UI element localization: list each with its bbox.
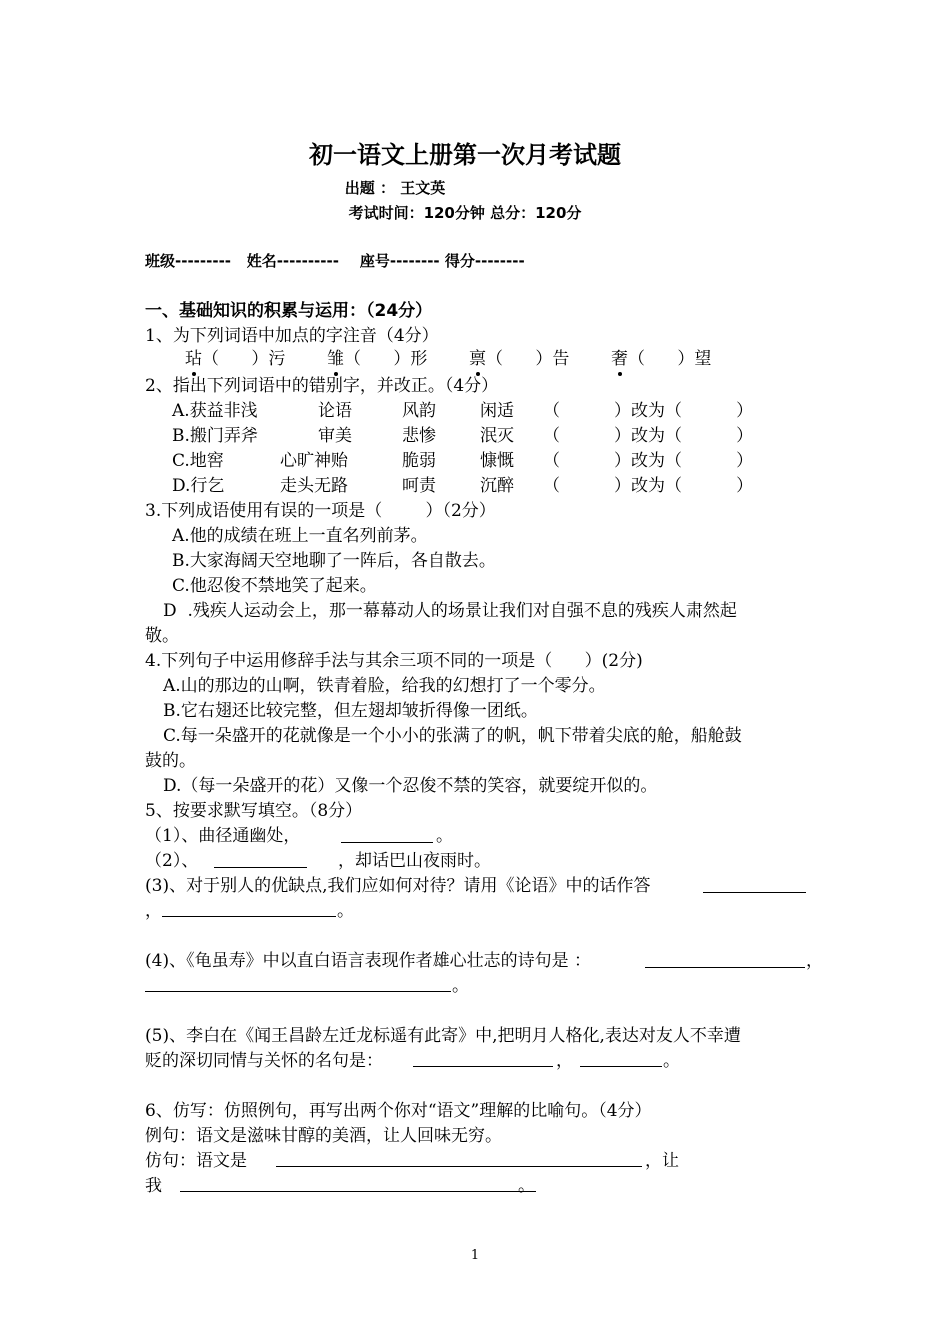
q5-sub1: （1）、曲径通幽处，: [145, 826, 301, 846]
q5-sub3-blank-2[interactable]: [162, 916, 336, 917]
q4-option-b: B.它右翅还比较完整，但左翅却皱折得像一团纸。: [163, 701, 538, 721]
time-line: 考试时间：120分钟 总分：120分: [348, 204, 582, 222]
q3-stem: 3.下列成语使用有误的一项是（ ）（2分）: [145, 501, 496, 521]
q5-sub1-end: 。: [436, 826, 453, 846]
q2-row-c-col3: 脆弱: [402, 451, 436, 471]
q2-row-d-col4: 沉醉: [480, 476, 514, 496]
q2-row-a-answer: （ ）改为（ ）: [543, 401, 754, 421]
q5-sub3-comma: ，: [145, 901, 162, 921]
q2-row-b-col1: B.搬门弄斧: [172, 426, 258, 446]
q3-option-a: A.他的成绩在班上一直名列前茅。: [172, 526, 428, 546]
q6-imitation-blank-1[interactable]: [276, 1166, 642, 1167]
q5-sub3-end: 。: [337, 901, 354, 921]
q5-sub4-blank-1[interactable]: [645, 967, 805, 968]
q5-sub4-end: 。: [452, 976, 469, 996]
q2-row-c-col4: 慷慨: [480, 451, 514, 471]
dotted-char: 禀: [469, 349, 486, 369]
q3-option-d-cont: 敬。: [145, 626, 179, 646]
q6-wo-end: 。: [518, 1176, 535, 1196]
q3-option-c: C.他忍俊不禁地笑了起来。: [172, 576, 377, 596]
q4-option-c: C.每一朵盛开的花就像是一个小小的张满了的帆，帆下带着尖底的舱，船舱鼓: [163, 726, 742, 746]
q5-sub2-text: ，却话巴山夜雨时。: [338, 851, 491, 871]
q4-option-c-cont: 鼓的。: [145, 751, 196, 771]
q2-row-d-col3: 呵责: [402, 476, 436, 496]
q6-stem: 6、仿写：仿照例句，再写出两个你对“语文”理解的比喻句。（4分）: [145, 1101, 652, 1121]
q5-sub5-comma: ，: [556, 1051, 573, 1071]
q2-row-b-col2: 审美: [318, 426, 352, 446]
q5-sub3-blank-1[interactable]: [703, 892, 806, 893]
q5-sub2-prefix: （2）、: [145, 851, 199, 871]
page-number: 1: [470, 1248, 480, 1263]
q2-row-b-col3: 悲惨: [402, 426, 436, 446]
q3-option-d: D .残疾人运动会上，那一幕幕动人的场景让我们对自强不息的残疾人肃然起: [163, 601, 737, 621]
q5-sub2-blank[interactable]: [214, 867, 307, 868]
q5-sub3: (3)、对于别人的优缺点,我们应如何对待？请用《论语》中的话作答: [145, 876, 651, 896]
exam-title: 初一语文上册第一次月考试题: [309, 141, 621, 169]
author-line: 出题 ： 王文英: [344, 179, 446, 197]
q4-stem: 4.下列句子中运用修辞手法与其余三项不同的一项是（ ）(2分): [145, 651, 643, 671]
q5-stem: 5、按要求默写填空。（8分）: [145, 801, 363, 821]
q5-sub5: (5)、李白在《闻王昌龄左迁龙标遥有此寄》中,把明月人格化,表达对友人不幸遭: [145, 1026, 741, 1046]
q5-sub4: (4)、《龟虽寿》中以直白语言表现作者雄心壮志的诗句是 ：: [145, 951, 591, 971]
q6-example: 例句：语文是滋味甘醇的美酒，让人回味无穷。: [145, 1126, 502, 1146]
q1-stem: 1、为下列词语中加点的字注音（4分）: [145, 326, 439, 346]
q2-row-b-answer: （ ）改为（ ）: [543, 426, 754, 446]
q5-sub5-cont: 贬的深切同情与关怀的名句是：: [145, 1051, 383, 1071]
q6-imitation-prefix: 仿句：语文是: [145, 1151, 247, 1171]
q3-option-b: B.大家海阔天空地聊了一阵后，各自散去。: [172, 551, 496, 571]
q2-row-c-col2: 心旷神贻: [280, 451, 348, 471]
q2-row-d-col1: D.行乞: [172, 476, 225, 496]
q2-row-c-col1: C.地窖: [172, 451, 224, 471]
section-1-heading: 一、基础知识的积累与运用：（24分）: [145, 301, 433, 321]
q5-sub5-blank-2[interactable]: [580, 1066, 662, 1067]
dotted-char: 玷: [185, 349, 202, 369]
q2-row-a-col2: 论语: [318, 401, 352, 421]
dotted-char: 奢: [611, 349, 628, 369]
q2-row-d-answer: （ ）改为（ ）: [543, 476, 754, 496]
q5-sub5-blank-1[interactable]: [413, 1066, 553, 1067]
q2-row-c-answer: （ ）改为（ ）: [543, 451, 754, 471]
q2-row-b-col4: 泯灭: [480, 426, 514, 446]
q5-sub5-end: 。: [663, 1051, 680, 1071]
q2-row-d-col2: 走头无路: [280, 476, 348, 496]
q6-imitation-blank-2[interactable]: [180, 1191, 536, 1192]
q2-row-a-col4: 闲适: [480, 401, 514, 421]
q1-item-4: 奢（ ）望: [611, 349, 712, 369]
q4-option-d: D.（每一朵盛开的花）又像一个忍俊不禁的笑容，就要绽开似的。: [163, 776, 658, 796]
q2-row-a-col3: 风韵: [402, 401, 436, 421]
student-info-line: 班级--------- 姓名---------- 座号-------- 得分--------: [145, 252, 525, 270]
q6-wo: 我: [145, 1176, 162, 1196]
q1-item-3: 禀（ ）告: [469, 349, 570, 369]
q1-item-2: 雏（ ）形: [327, 349, 428, 369]
q4-option-a: A.山的那边的山啊，铁青着脸，给我的幻想打了一个零分。: [163, 676, 606, 696]
q5-sub1-blank[interactable]: [341, 842, 433, 843]
q1-item-1: 玷（ ）污: [185, 349, 286, 369]
q6-imitation-end: ，让: [645, 1151, 679, 1171]
q2-row-a-col1: A.获益非浅: [172, 401, 258, 421]
q5-sub4-blank-2[interactable]: [145, 991, 451, 992]
dotted-char: 雏: [327, 349, 344, 369]
q5-sub4-comma: ，: [806, 951, 823, 971]
q2-stem: 2、指出下列词语中的错别字，并改正。（4分）: [145, 376, 499, 396]
